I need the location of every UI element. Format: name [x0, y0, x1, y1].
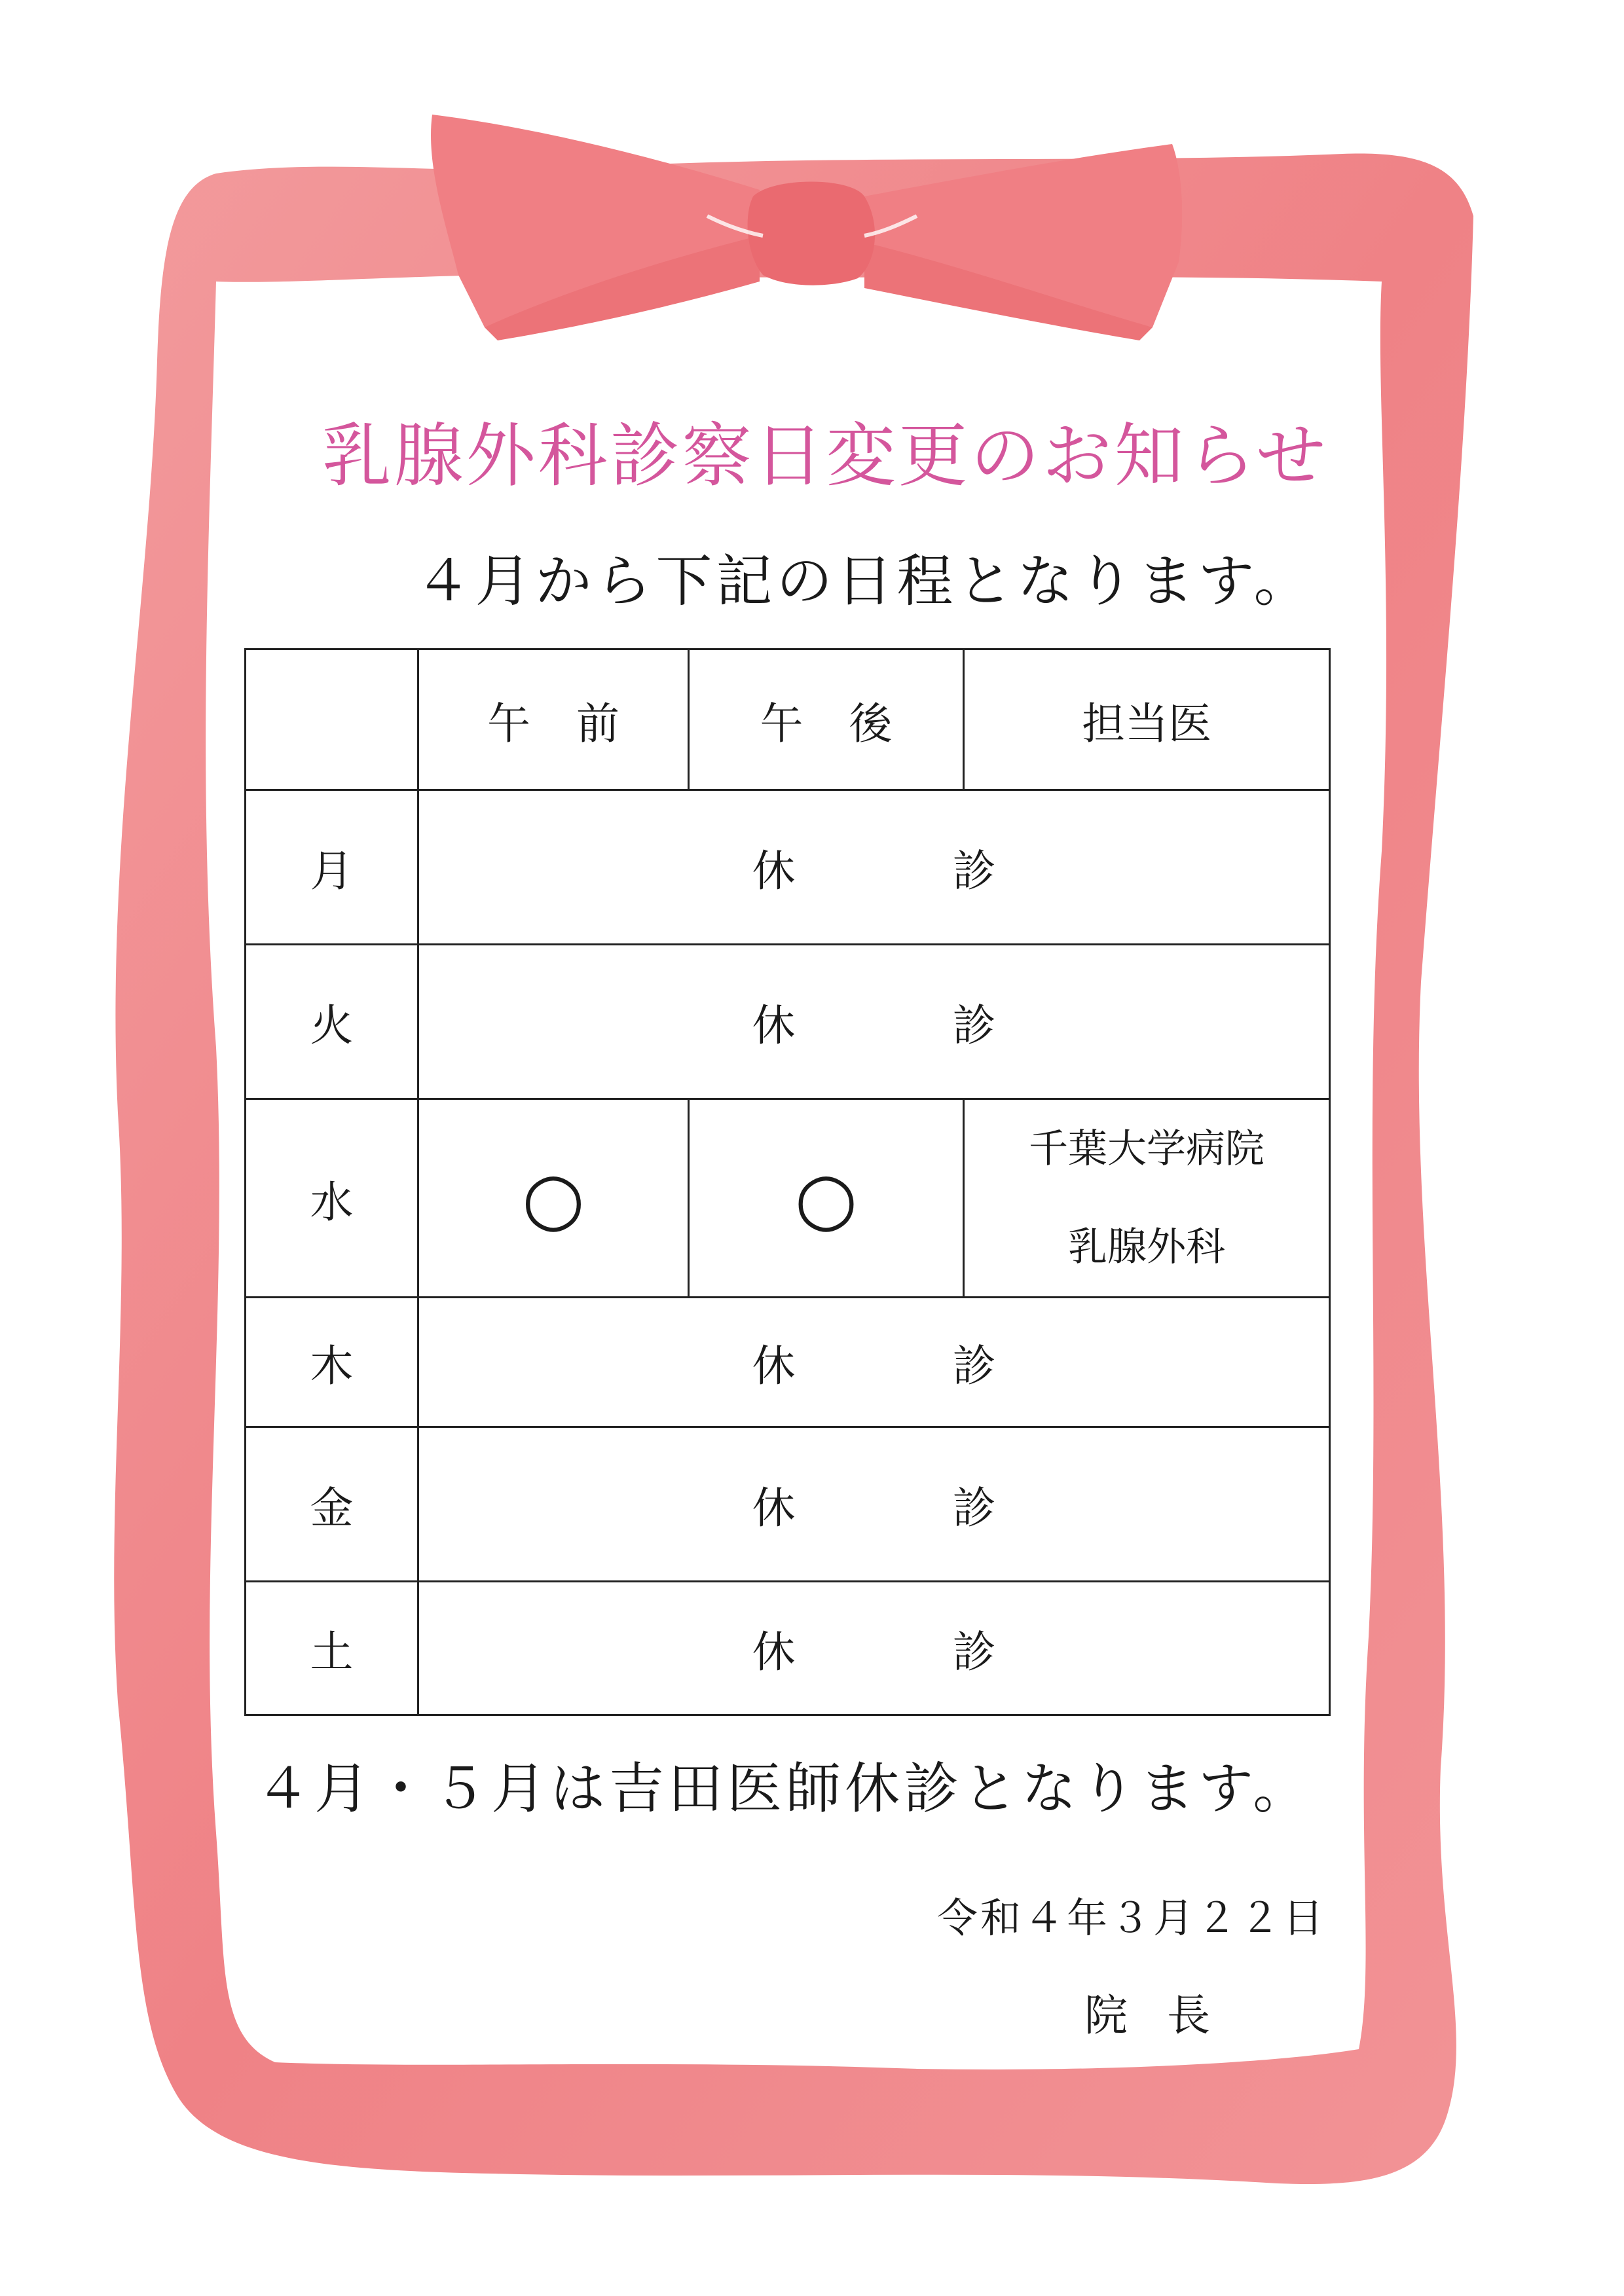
doctor-line-1: 千葉大学病院: [1029, 1126, 1264, 1172]
table-row: [246, 1427, 1330, 1582]
doctor-absence-note: ４月・５月は吉田医師休診となります。: [255, 1757, 1312, 1821]
closed-cell: 休診: [418, 790, 1330, 945]
day-cell: 土: [246, 1582, 418, 1715]
header-am: 午前: [418, 649, 689, 790]
closed-cell: 休診: [418, 1582, 1330, 1715]
notice-subtitle: ４月から下記の日程となります。: [415, 549, 1314, 614]
doctor-line-2: 乳腺外科: [1068, 1224, 1225, 1270]
table-row: [246, 1298, 1330, 1427]
signature: 院長: [1084, 1990, 1249, 2041]
schedule-table: [244, 648, 1331, 1716]
table-row: [246, 790, 1330, 945]
table-row: [246, 1099, 1330, 1298]
bow-knot: [748, 182, 875, 285]
table-header-row: [246, 649, 1330, 790]
day-cell: 木: [246, 1298, 418, 1427]
day-cell: 月: [246, 790, 418, 945]
table-row: [246, 1582, 1330, 1715]
table-row: [246, 945, 1330, 1099]
day-cell: 水: [246, 1099, 418, 1298]
closed-cell: 休診: [418, 1298, 1330, 1427]
day-cell: 金: [246, 1427, 418, 1582]
closed-cell: 休診: [418, 1427, 1330, 1582]
notice-date: 令和４年３月２２日: [936, 1894, 1326, 1942]
header-pm: 午後: [689, 649, 964, 790]
doctor-cell: [964, 1099, 1330, 1298]
closed-cell: 休診: [418, 945, 1330, 1099]
open-am-mark: ○: [418, 1099, 689, 1298]
notice-title: 乳腺外科診察日変更のお知らせ: [322, 416, 1329, 496]
header-doctor: 担当医: [964, 649, 1330, 790]
day-cell: 火: [246, 945, 418, 1099]
open-pm-mark: ○: [689, 1099, 964, 1298]
header-corner: [246, 649, 418, 790]
